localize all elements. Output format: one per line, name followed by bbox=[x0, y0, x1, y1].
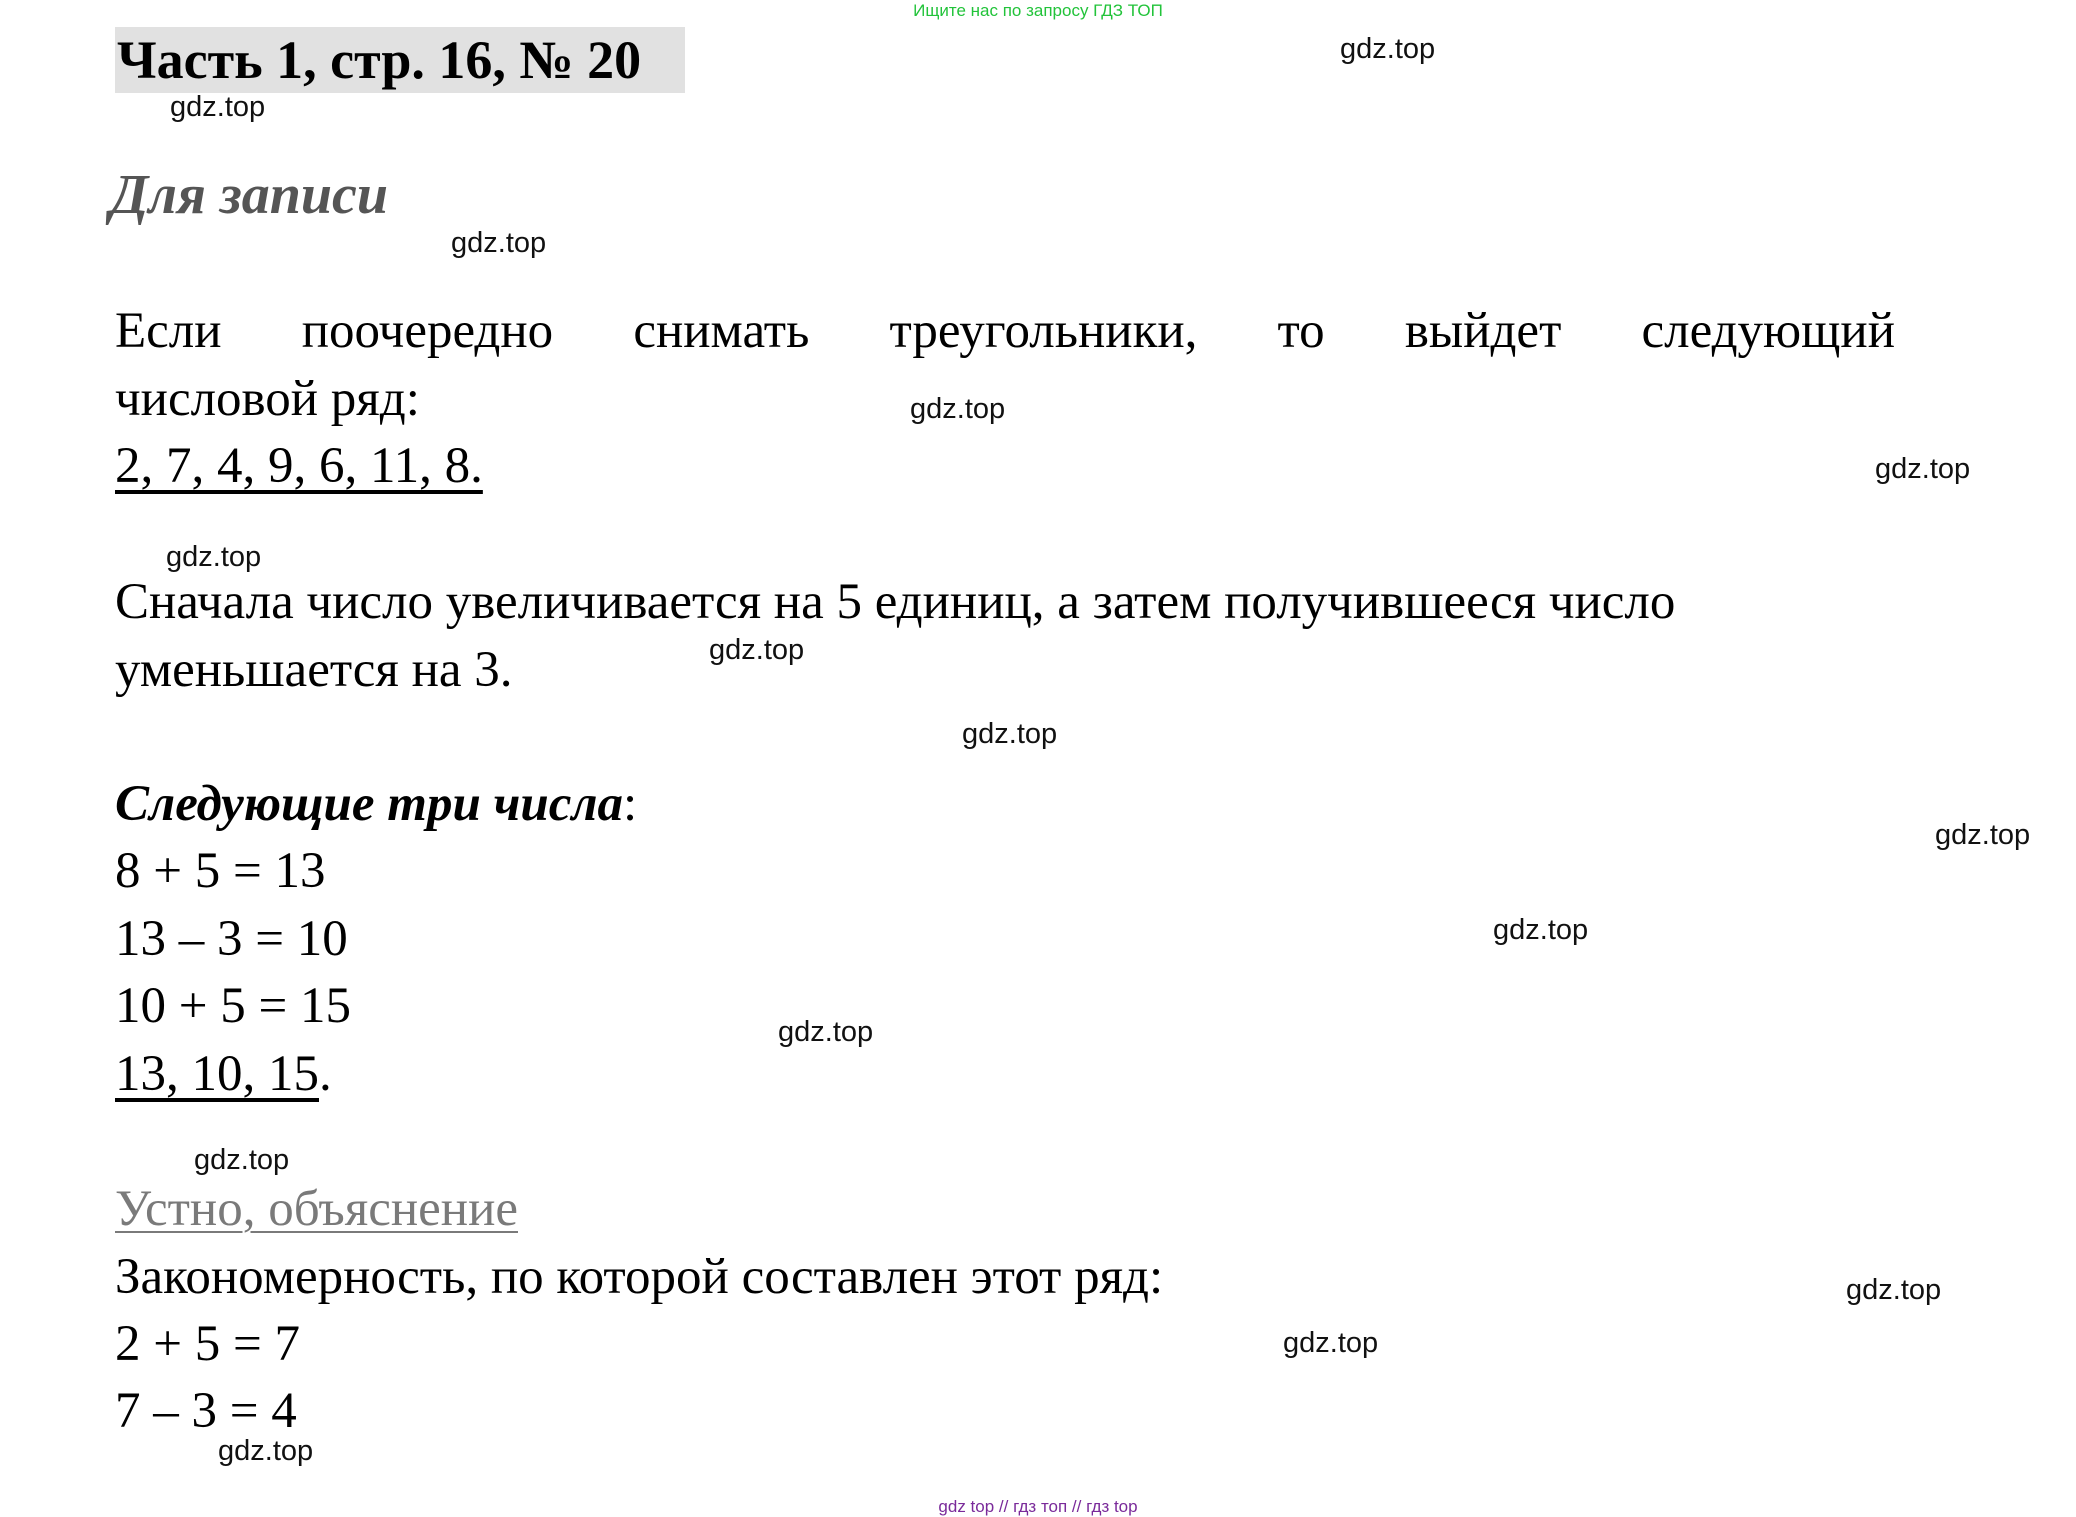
page-title-text: Часть 1, стр. 16, № 20 bbox=[117, 30, 642, 90]
pattern-line: Закономерность, по которой составлен этот ряд: bbox=[115, 1249, 1164, 1305]
next-three-heading bbox=[115, 771, 637, 838]
watermark: gdz.top bbox=[166, 541, 262, 573]
top-banner: Ищите нас по запросу ГДЗ ТОП bbox=[913, 1, 1163, 20]
section-heading-oral-text: Устно, объяснение bbox=[115, 1181, 518, 1237]
next-equation-1: 8 + 5 = 13 bbox=[115, 843, 326, 899]
intro-line-2: числовой ряд: bbox=[115, 371, 420, 427]
watermark: gdz.top bbox=[1340, 33, 1436, 65]
next-answer bbox=[115, 1041, 332, 1108]
watermark: gdz.top bbox=[1935, 819, 2031, 851]
section-heading-for-record: Для записи bbox=[110, 164, 388, 226]
number-sequence bbox=[115, 433, 483, 500]
footer-watermark: gdz top // гдз топ // гдз top bbox=[938, 1497, 1138, 1516]
pattern-equation-2: 7 – 3 = 4 bbox=[115, 1383, 297, 1439]
section-heading-oral bbox=[115, 1176, 518, 1243]
watermark: gdz.top bbox=[194, 1144, 290, 1176]
next-equation-2: 13 – 3 = 10 bbox=[115, 911, 348, 967]
watermark: gdz.top bbox=[910, 393, 1006, 425]
watermark: gdz.top bbox=[778, 1016, 874, 1048]
watermark: gdz.top bbox=[170, 91, 266, 123]
next-equation-3: 10 + 5 = 15 bbox=[115, 978, 352, 1034]
watermark: gdz.top bbox=[1875, 453, 1971, 485]
watermark: gdz.top bbox=[962, 718, 1058, 750]
number-sequence-text: 2, 7, 4, 9, 6, 11, 8. bbox=[115, 438, 483, 494]
next-answer-dot: . bbox=[319, 1046, 332, 1102]
next-three-colon: : bbox=[623, 776, 638, 832]
page-title bbox=[115, 27, 685, 93]
intro-line-1: Если поочередно снимать треугольники, то выйдет следующий bbox=[115, 303, 1895, 359]
pattern-equation-1: 2 + 5 = 7 bbox=[115, 1316, 301, 1372]
watermark: gdz.top bbox=[1283, 1327, 1379, 1359]
rule-line-1: Сначала число увеличивается на 5 единиц, а затем получившееся число bbox=[115, 574, 1676, 630]
rule-line-2: уменьшается на 3. bbox=[115, 642, 513, 698]
watermark: gdz.top bbox=[218, 1435, 314, 1467]
watermark: gdz.top bbox=[1493, 914, 1589, 946]
next-three-heading-text: Следующие три числа bbox=[115, 776, 624, 832]
watermark: gdz.top bbox=[709, 634, 805, 666]
watermark: gdz.top bbox=[1846, 1274, 1942, 1306]
next-answer-text: 13, 10, 15 bbox=[115, 1046, 319, 1102]
watermark: gdz.top bbox=[451, 227, 547, 259]
